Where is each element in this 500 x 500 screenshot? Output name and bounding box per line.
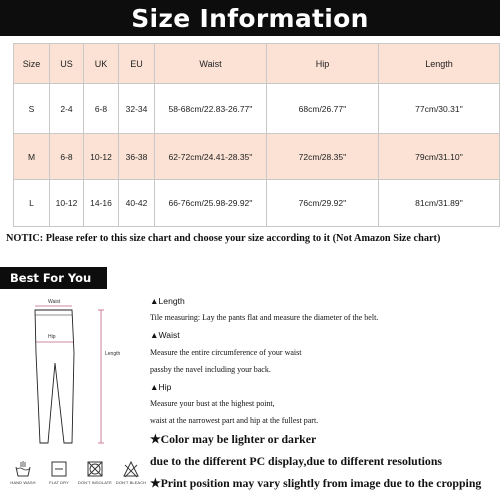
table-header-cell: Hip xyxy=(267,44,379,84)
leggings-outline xyxy=(35,310,74,443)
table-cell: 2-4 xyxy=(50,84,84,134)
hip-heading: ▲Hip xyxy=(150,382,172,392)
flat-dry-icon xyxy=(50,460,68,478)
table-header-row xyxy=(14,44,500,84)
table-cell: 62-72cm/24.41-28.35'' xyxy=(155,134,267,180)
waist-text-line-1: Measure the entire circumference of your waist xyxy=(150,348,302,357)
waist-text-line-2: passby the navel including your back. xyxy=(150,365,271,374)
table-header-cell: UK xyxy=(84,44,119,84)
table-cell: 79cm/31.10'' xyxy=(379,134,500,180)
table-cell: 40-42 xyxy=(119,180,155,227)
hand-wash-icon xyxy=(14,460,32,478)
length-heading: ▲Length xyxy=(150,296,185,306)
table-header-cell: US xyxy=(50,44,84,84)
length-label: Length xyxy=(105,351,121,357)
length-text: Tile measuring: Lay the pants flat and measure the diameter of the belt. xyxy=(150,313,379,322)
care-label: HAND WASH xyxy=(10,480,36,485)
size-chart-notice: NOTIC: Please refer to this size chart and choose your size according to it (Not Amazon Size chart) xyxy=(6,233,441,244)
table-cell: 81cm/31.89'' xyxy=(379,180,500,227)
table-cell: L xyxy=(14,180,50,227)
table-cell: 58-68cm/22.83-26.77'' xyxy=(155,84,267,134)
care-label: DON'T INSOLATE xyxy=(77,480,113,485)
print-position-note: ★Print position may vary slightly from image due to the cropping xyxy=(150,476,482,490)
hip-text-line-2: waist at the narrowest part and hip at the fullest part. xyxy=(150,416,319,425)
table-header-cell: Length xyxy=(379,44,500,84)
care-label: FLAT DRY xyxy=(49,480,69,485)
color-note: ★Color may be lighter or darker xyxy=(150,432,317,446)
table-cell: 32-34 xyxy=(119,84,155,134)
size-chart-table xyxy=(13,43,500,227)
table-cell: 10-12 xyxy=(84,134,119,180)
best-for-you-banner: Best For You xyxy=(0,267,107,289)
table-cell: 77cm/30.31'' xyxy=(379,84,500,134)
table-row xyxy=(14,134,500,180)
do-not-bleach-icon xyxy=(122,460,140,478)
table-row xyxy=(14,180,500,227)
table-header-cell: Waist xyxy=(155,44,267,84)
table-cell: 6-8 xyxy=(84,84,119,134)
care-item-do-not-insolate xyxy=(77,460,113,485)
table-cell: S xyxy=(14,84,50,134)
table-header-cell: EU xyxy=(119,44,155,84)
pants-measurement-diagram xyxy=(0,293,145,453)
table-header-cell: Size xyxy=(14,44,50,84)
care-label: DON'T BLEACH xyxy=(115,480,147,485)
do-not-insolate-icon xyxy=(86,460,104,478)
table-cell: 10-12 xyxy=(50,180,84,227)
care-item-hand-wash xyxy=(5,460,41,485)
care-instructions xyxy=(5,460,145,498)
table-cell: 66-76cm/25.98-29.92'' xyxy=(155,180,267,227)
display-note: due to the different PC display,due to different resolutions xyxy=(150,454,442,468)
waist-heading: ▲Waist xyxy=(150,330,180,340)
table-cell: 14-16 xyxy=(84,180,119,227)
table-cell: 72cm/28.35'' xyxy=(267,134,379,180)
page-title: Size Information xyxy=(0,0,500,36)
table-row xyxy=(14,84,500,134)
care-item-do-not-bleach xyxy=(113,460,149,485)
table-cell: M xyxy=(14,134,50,180)
table-cell: 68cm/26.77'' xyxy=(267,84,379,134)
table-cell: 36-38 xyxy=(119,134,155,180)
hip-text-line-1: Measure your bust at the highest point, xyxy=(150,399,275,408)
waist-label: Waist xyxy=(48,299,61,305)
hip-label: Hip xyxy=(48,334,56,340)
table-cell: 76cm/29.92'' xyxy=(267,180,379,227)
care-item-flat-dry xyxy=(41,460,77,485)
table-cell: 6-8 xyxy=(50,134,84,180)
